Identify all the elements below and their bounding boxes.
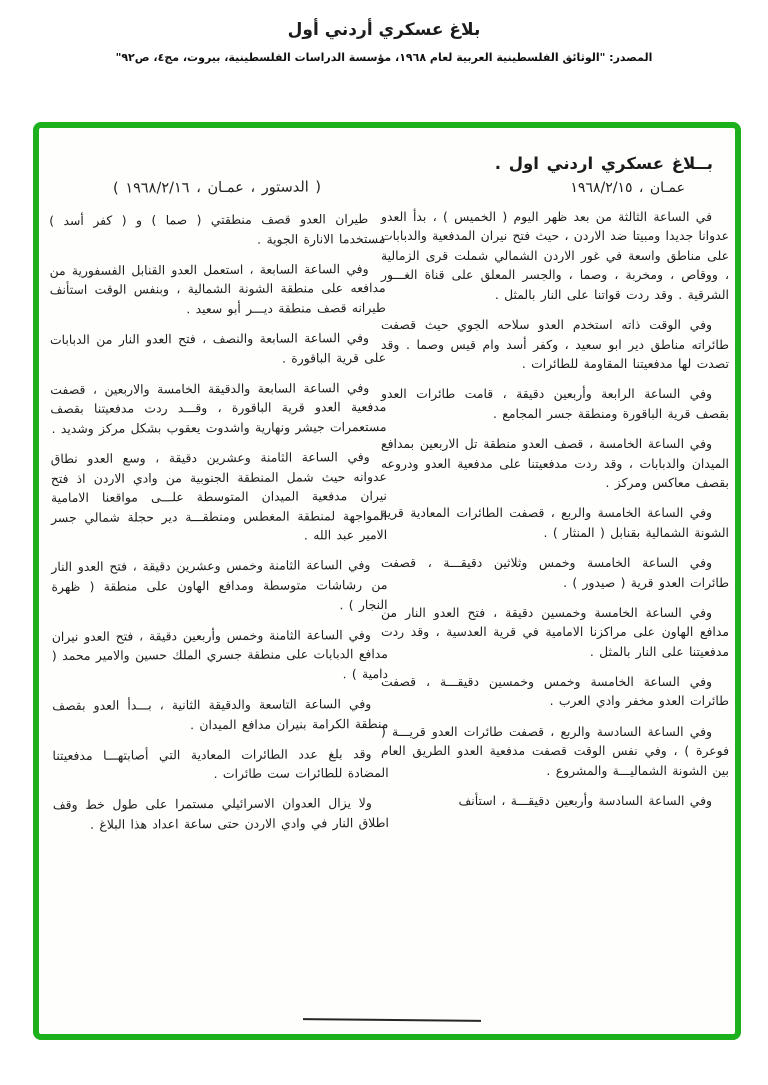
paragraph: وفي الساعة الخامسة ، قصف العدو منطقة تل الاربعين بمدافع الميدان والدبابات ، وقد ردت مدفعيتنا على مدفعية العدو ودروعه بقصف معاكس ومركز . <box>381 435 729 491</box>
paragraph: وفي الساعة الرابعة وأربعين دقيقة ، قامت طائرات العدو بقصف قرية الباقورة ومنطقة جسر المجامع . <box>381 386 729 421</box>
newspaper-column <box>49 179 389 835</box>
paragraph: وقد بلغ عدد الطائرات المعادية التي أصابتهـــا مدفعيتنا المضادة للطائرات ست طائرات . <box>52 745 389 782</box>
communique-column <box>381 154 729 810</box>
paragraph: وفي الساعة السادسة وأربعين دقيقـــة ، استأنف <box>458 792 712 808</box>
paragraph: وفي الساعة الخامسة وخمسين دقيقة ، فتح العدو النار من مدافع الهاون على مراكزنا الامامية في قرية العدسية ، وقد ردت مدفعيتنا على النار بالمثل . <box>381 604 729 659</box>
paragraph: وفي الساعة الخامسة وخمس وثلاثين دقيقـــة ، قصفت طائرات العدو قرية ( صيدور ) . <box>381 554 729 590</box>
paragraph: وفي الساعة الثامنة وخمس وعشرين دقيقة ، فتح العدو النار من رشاشات متوسطة ومدافع الهاون على منطقة ( ظهرة النجار ) . <box>51 557 388 612</box>
newspaper-dateline: ( الدستور ، عمـان ، ١٩٦٨/٢/١٦ ) <box>112 179 322 197</box>
bottom-rule <box>303 1018 481 1022</box>
paragraph: وفي الساعة السابعة والدقيقة الخامسة والاربعين ، قصفت مدفعية العدو قرية الباقورة ، وقـــد ردت مدفعيتنا بقصف مستعمرات جيشر ونهارية واشدوت يعقوب بشكل مركز وشديد . <box>50 379 387 436</box>
newspaper-body <box>49 209 389 835</box>
source-line: المصدر: "الوثائق الفلسطينية العربية لعام ١٩٦٨، مؤسسة الدراسات الفلسطينية، بيروت، مج٤، ص٩٢" <box>115 51 653 64</box>
communique-heading: بــلاغ عسكري اردني اول . <box>494 154 713 173</box>
paragraph: وفي الساعة الخامسة وخمس وخمسين دقيقـــة ، قصفت طائرات العدو مخفر وادي العرب . <box>381 673 729 709</box>
paragraph: ولا يزال العدوان الاسرائيلي مستمرا على طول خط وقف اطلاق النار في وادي الاردن حتى ساعة اعداد هذا البلاغ . <box>52 795 389 832</box>
page-title: بلاغ عسكري أردني أول <box>287 20 481 40</box>
communique-dateline: عمـان ، ١٩٦٨/٢/١٥ <box>570 180 685 196</box>
paragraph: وفي الساعة السابعة والنصف ، فتح العدو النار من الدبابات على قرية الباقورة . <box>49 330 387 366</box>
paragraph: وفي الساعة السادسة والربع ، قصفت طائرات العدو قريـــة ( فوعرة ) ، وفي نفس الوقت قصفت مدفعية العدو الطريق العام بين الشونة الشماليـــة والمشروع . <box>381 723 729 778</box>
paragraph: وفي الساعة الخامسة والربع ، قصفت الطائرات المعادية قرية الشونة الشمالية بقنابل ( المنثار ) . <box>381 505 729 540</box>
paragraph: وفي الساعة الثامنة وعشرين دقيقة ، وسع العدو نطاق عدوانه حيث شمل المنطقة الجنوبية من وادي الاردن اذ فتح نيران مدفعية الميدان المتوسطة علـــى مواقعنا الامامية المواجهة لمنطقة المغطس ومنطقـــة دير حجلة شمالي جسر الامير عبد الله . <box>50 449 388 543</box>
paragraph: وفي الساعة الثامنة وخمس وأربعين دقيقة ، فتح العدو نيران مدافع الدبابات على منطقة جسري الملك حسين والامير محمد ( دامية ) . <box>51 626 389 682</box>
paragraph: طيران العدو قصف منطقتي ( صما ) و ( كفر أسد ) مستخدما الانارة الجوية . <box>49 211 386 247</box>
document-scan-frame <box>33 122 741 1040</box>
communique-body <box>381 207 729 811</box>
paragraph: وفي الساعة السابعة ، استعمل العدو القنابل الفسفورية من مدافعه على منطقة الشونة الشمالية ، وبنفس الوقت استأنف طيرانه قصف منطقة ديـــر أبو سعيد . <box>49 260 386 317</box>
paragraph: وفي الساعة التاسعة والدقيقة الثانية ، بـــدأ العدو بقصف منطقة الكرامة بنيران مدافع الميدان . <box>52 696 389 732</box>
paragraph: في الساعة الثالثة من بعد ظهر اليوم ( الخميس ) ، بدأ العدو عدوانا جديدا ومبيتا ضد الاردن ، حيث فتح نيران المدفعية والدبابات على مناطق واسعة في غور الاردن الشمالي شملت قرى الزمالية ، ووقاص ، ومخربة ، وصما ، والجسر المعلق على قناة الغـــور الشرقية . وقد ردت قواتنا على النار بالمثل . <box>380 208 729 302</box>
page-header <box>0 20 768 64</box>
paragraph: وفي الوقت ذاته استخدم العدو سلاحه الجوي حيث قصفت طائراته مناطق دير ابو سعيد ، وكفر أسد وام قيس وصما . وقد تصدت لها مدفعيتنا المقاومة للطائرات . <box>381 316 729 372</box>
